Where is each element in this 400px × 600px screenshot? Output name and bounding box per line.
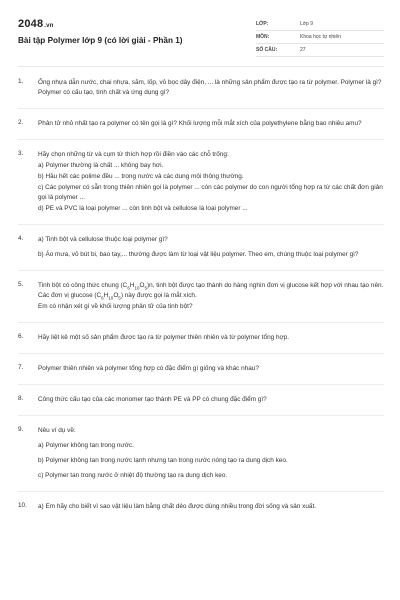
logo-suffix: .vn — [44, 23, 54, 29]
subscript: 5 — [118, 295, 121, 301]
question-number: 5. — [18, 281, 24, 288]
text-segment: , tinh bột được tạo thành do hàng nghìn đơn vị glucose kết hợp với nhau tạo nên. Các đơn vị glucose (C — [38, 282, 384, 299]
text-segment: ) này được gọi là mắt xích. — [120, 292, 197, 299]
meta-key: MÔN: — [256, 34, 270, 40]
meta-row-subject — [256, 31, 384, 44]
question-item — [18, 150, 384, 225]
question-text: Công thức cấu tạo của các monomer tạo thành PE và PP có chung đặc điểm gì? — [38, 396, 267, 403]
question-subitem: b) Hầu hết các polime đều ... trong nước và các dung môi thông thường. — [38, 173, 244, 180]
meta-key: SỐ CÂU: — [256, 47, 278, 53]
meta-value: Lớp 9 — [300, 21, 314, 27]
question-item — [18, 502, 384, 522]
question-subitem: b) Polymer không tan trong nước lạnh nhưng tan trong nước nóng tạo ra dung dịch keo. — [38, 457, 288, 464]
question-list — [18, 78, 384, 532]
document-title: Bài tập Polymer lớp 9 (có lời giải - Phần 1) — [18, 36, 183, 45]
question-item — [18, 395, 384, 416]
question-item — [18, 281, 384, 323]
question-subitem: a) Tinh bột và cellulose thuộc loại polymer gì? — [38, 236, 168, 243]
question-number: 9. — [18, 426, 24, 433]
question-text: Polymer thiên nhiên và polymer tổng hợp có đặc điểm gì giống và khác nhau? — [38, 365, 259, 372]
subscript: 6 — [127, 285, 130, 291]
text-segment: )n — [146, 282, 153, 289]
meta-table — [256, 18, 384, 57]
document-header — [18, 10, 384, 66]
question-number: 3. — [18, 150, 24, 157]
question-text: Hãy chọn những từ và cụm từ thích hợp rồi điền vào các chỗ trống: — [38, 151, 229, 158]
question-item — [18, 426, 384, 492]
question-text: Em có nhận xét gì về khối lượng phân tử của tinh bột? — [38, 303, 193, 310]
question-subitem: a) Polymer thường là chất ... không bay hơi. — [38, 162, 164, 169]
subscript: 5 — [144, 285, 147, 291]
question-number: 7. — [18, 364, 24, 371]
question-number: 10. — [18, 502, 27, 509]
question-item — [18, 333, 384, 354]
question-item — [18, 119, 384, 140]
question-subitem: c) Polymer tan trong nước ở nhiệt độ thường tạo ra dung dịch keo. — [38, 472, 228, 479]
text-segment: Tinh bột có công thức chung (C — [38, 282, 128, 289]
text-segment: H — [129, 282, 135, 289]
question-number: 8. — [18, 395, 24, 402]
question-text — [38, 281, 384, 301]
header-divider — [18, 66, 384, 67]
text-segment: O — [113, 292, 119, 299]
question-number: 6. — [18, 333, 24, 340]
text-segment: O — [139, 282, 145, 289]
subscript: 6 — [101, 295, 104, 301]
question-text: Ống nhựa dẫn nước, chai nhựa, săm, lốp, vỏ bọc dây điện, ... là những sản phẩm được tạo ra từ polymer. Polymer là gì? Polymer có cấu tạo, tính chất và ứng dụng gì? — [38, 79, 382, 96]
text-segment: H — [103, 292, 109, 299]
meta-key: LỚP: — [256, 21, 269, 27]
meta-value: 27 — [300, 47, 306, 53]
question-number: 2. — [18, 119, 24, 126]
question-number: 4. — [18, 235, 24, 242]
question-subitem: b) Áo mưa, vỏ bút bi, bao tay,... thường được làm từ loại vật liệu polymer. Theo em, chúng thuộc loại polymer gì? — [38, 251, 359, 258]
meta-row-grade — [256, 18, 384, 31]
question-subitem: a) Em hãy cho biết vì sao vật liệu làm bằng chất dẻo được dùng nhiều trong đời sống và sản xuất. — [38, 503, 317, 510]
question-number: 1. — [18, 78, 24, 85]
question-text: Nêu ví dụ về: — [38, 427, 76, 434]
question-item — [18, 78, 384, 109]
question-text: Hãy liệt kê một số sản phẩm được tạo ra từ polymer thiên nhiên và từ polymer tổng hợp. — [38, 334, 290, 341]
question-item — [18, 235, 384, 271]
question-subitem: a) Polymer không tan trong nước. — [38, 442, 134, 449]
question-subitem: c) Các polymer có sẵn trong thiên nhiên gọi là polymer ... còn các polymer do con người tổng hợp ra từ các chất đơn giản gọi là polymer ... — [38, 184, 383, 201]
site-logo[interactable] — [18, 18, 54, 30]
meta-value: Khoa học tự nhiên — [300, 34, 341, 40]
subscript: 10 — [134, 285, 140, 291]
question-item — [18, 364, 384, 385]
subscript: 10 — [108, 295, 114, 301]
logo-main: 2048 — [18, 18, 44, 30]
meta-row-count — [256, 44, 384, 57]
question-text: Phân tử nhỏ nhất tạo ra polymer có tên gọi là gì? Khối lượng mỗi mắt xích của polyethylene bằng bao nhiêu amu? — [38, 120, 362, 127]
question-subitem: d) PE và PVC là loại polymer ... còn tinh bột và cellulose là loại polymer ... — [38, 205, 248, 212]
